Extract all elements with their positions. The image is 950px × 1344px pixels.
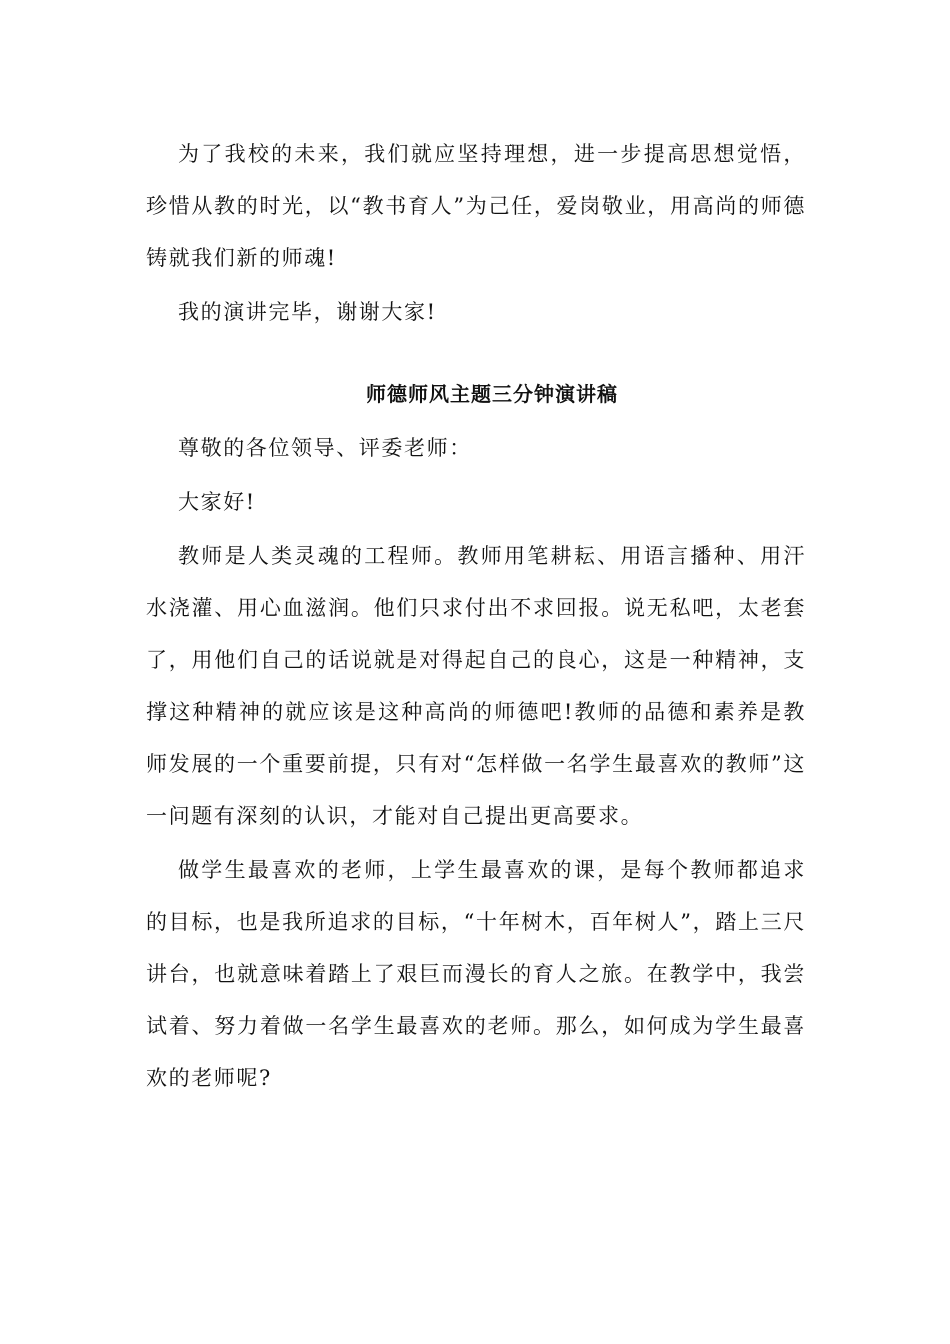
paragraph-teacher-soul: 教师是人类灵魂的工程师。教师用笔耕耘、用语言播种、用汗水浇灌、用心血滋润。他们只求付出不求回报。说无私吧，太老套了，用他们自己的话说就是对得起自己的良心，这是一种精神，支撑这种精神的就应该是这种高尚的师德吧!教师的品德和素养是教师发展的一个重要前提，只有对“怎样做一名学生最喜欢的教师”这一问题有深刻的认识，才能对自己提出更高要求。 <box>146 544 806 828</box>
salutation: 尊敬的各位领导、评委老师： <box>178 436 472 460</box>
paragraph-speech-end: 我的演讲完毕，谢谢大家! <box>178 300 437 324</box>
paragraph-favorite-teacher: 做学生最喜欢的老师，上学生最喜欢的课，是每个教师都追求的目标，也是我所追求的目标，“十年树木，百年树人”，踏上三尺讲台，也就意味着踏上了艰巨而漫长的育人之旅。在教学中，我尝试着、努力着做一名学生最喜欢的老师。那么，如何成为学生最喜欢的老师呢? <box>146 858 806 1090</box>
section-title: 师德师风主题三分钟演讲稿 <box>366 382 618 406</box>
paragraph-closing-vision: 为了我校的未来，我们就应坚持理想，进一步提高思想觉悟，珍惜从教的时光，以“教书育人”为己任，爱岗敬业，用高尚的师德铸就我们新的师魂! <box>146 142 806 270</box>
document-page <box>146 128 806 1104</box>
greeting: 大家好! <box>178 490 256 514</box>
